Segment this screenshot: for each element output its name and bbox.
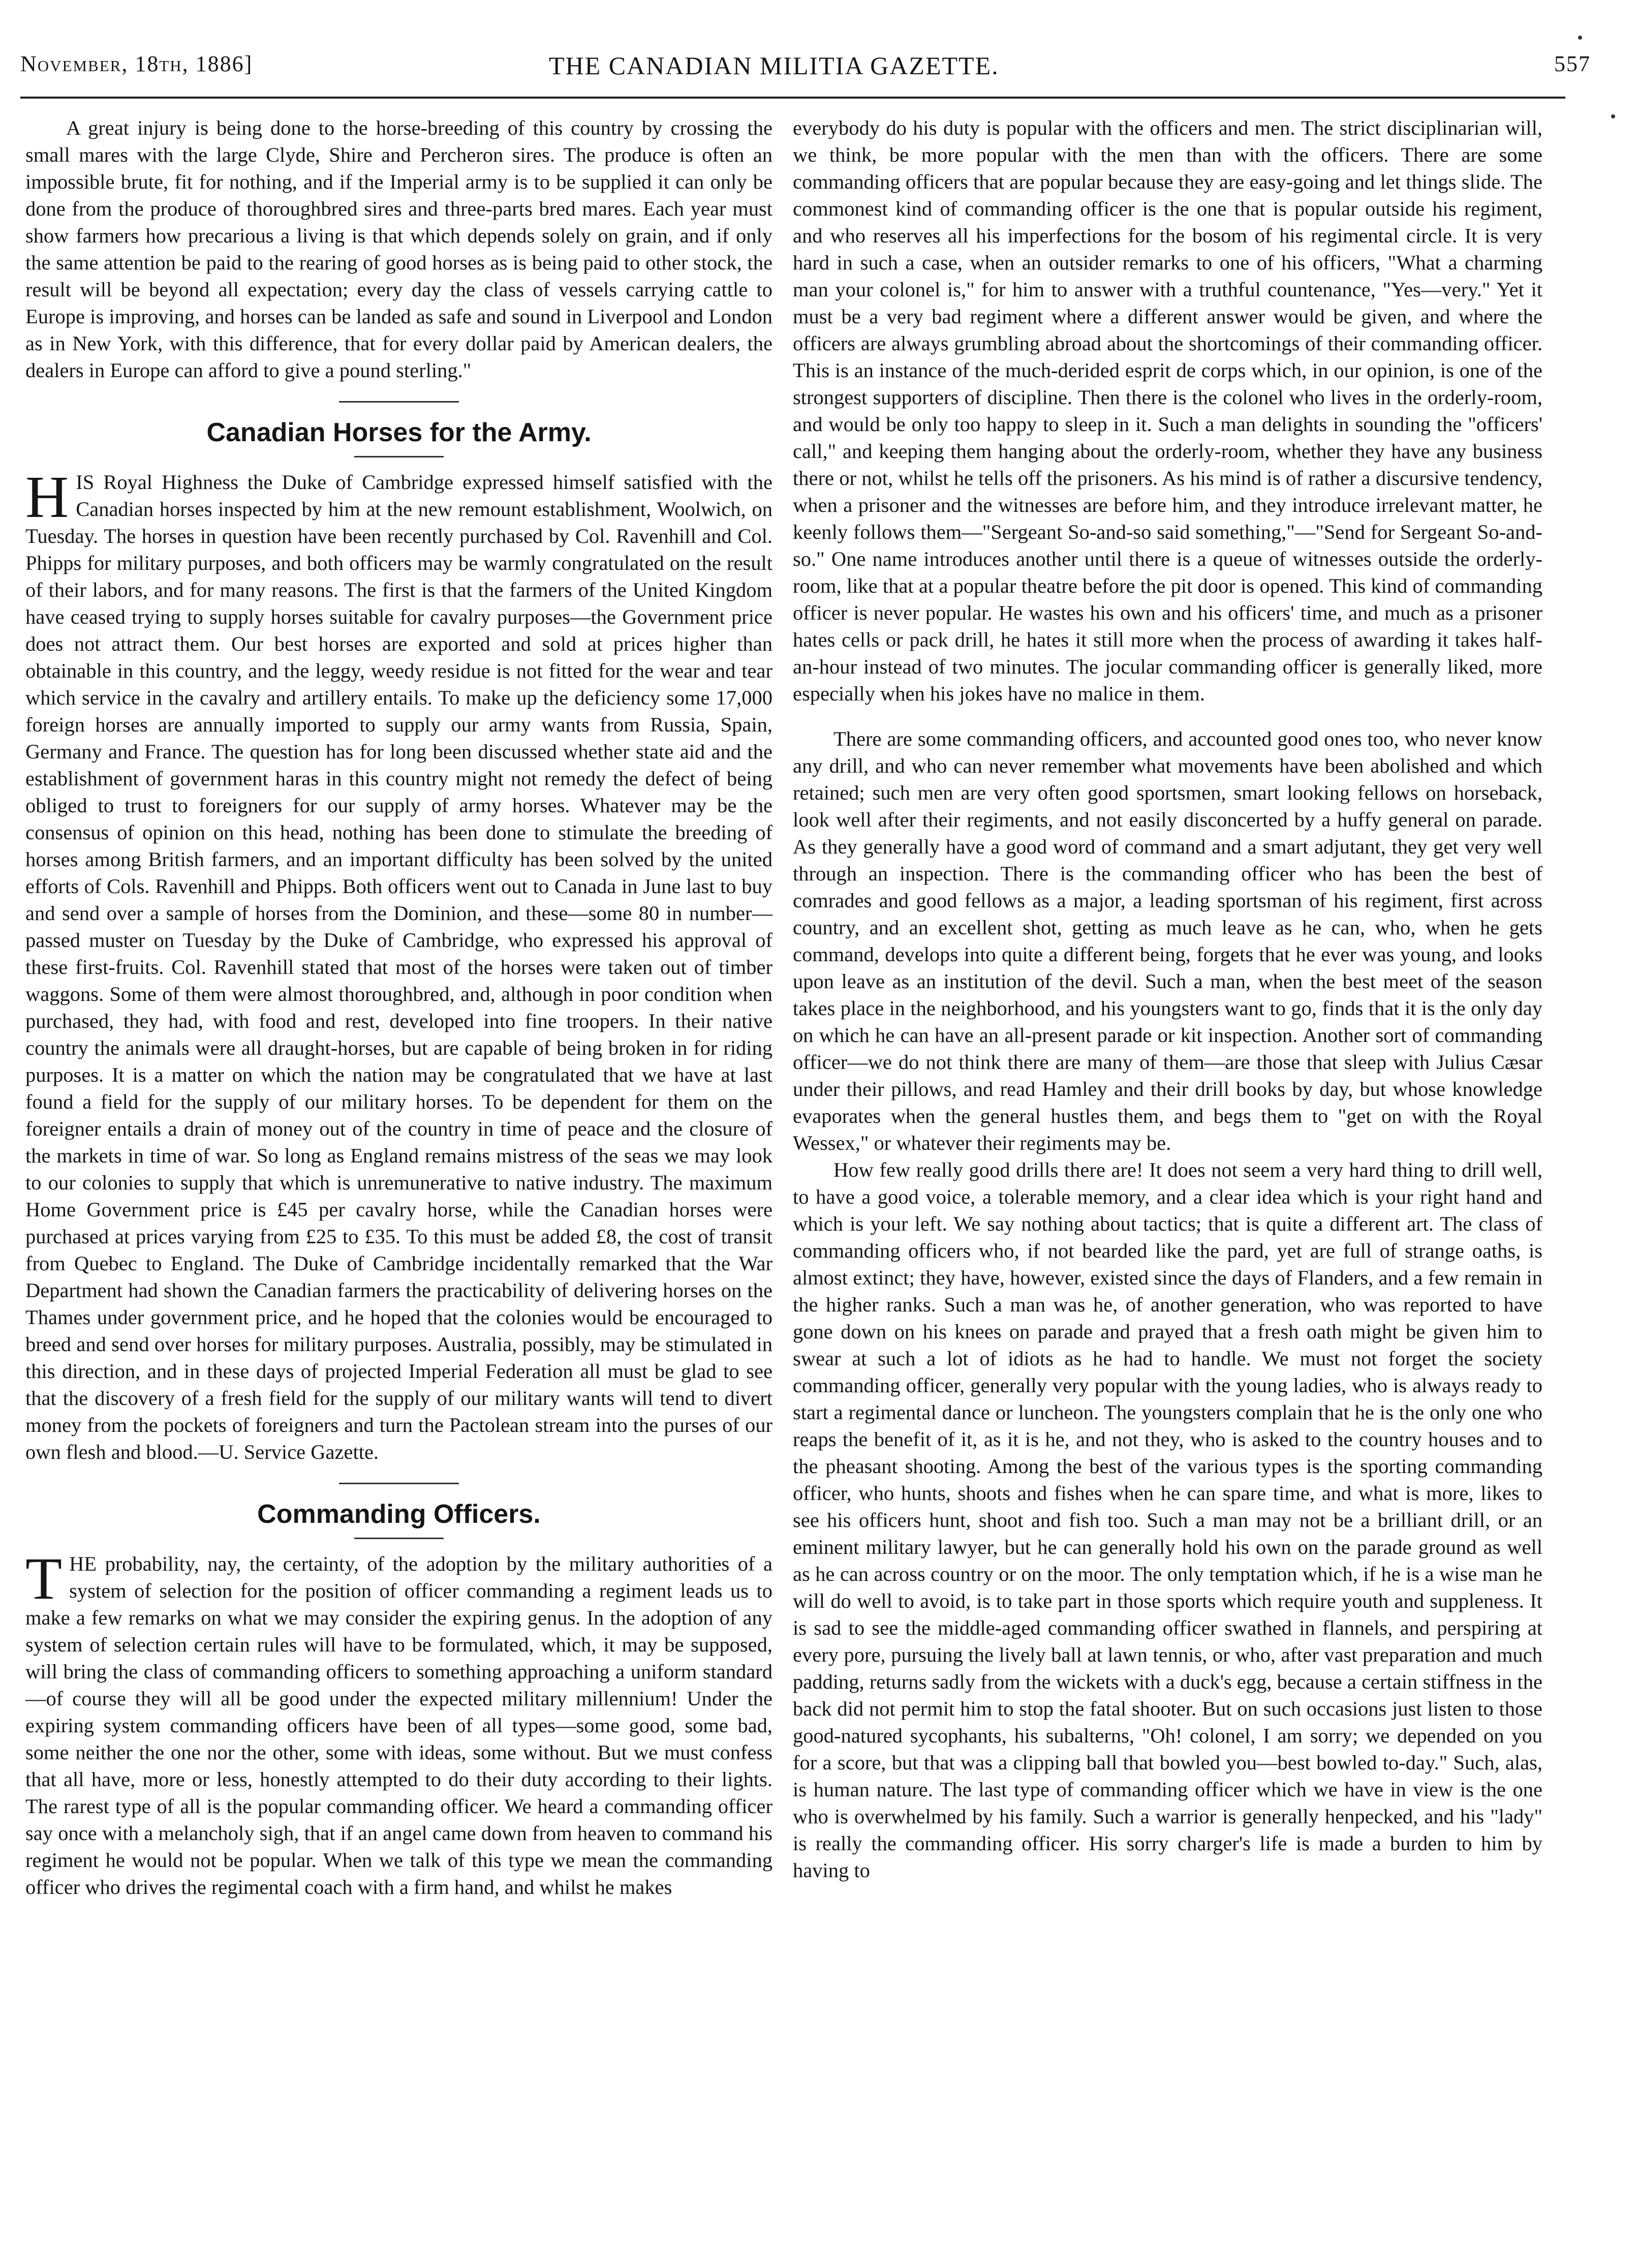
column-right bbox=[793, 114, 1542, 1884]
paragraph-gap bbox=[793, 707, 1542, 725]
intro-paragraph: A great injury is being done to the horse-breeding of this country by crossing the small mares with the large Clyde, Shire and Percheron sires. The produce is often an impossible brute, fit for nothing, and if the Imperial army is to be supplied it can only be done from the produce of thoroughbred sires and three-parts bred mares. Each year must show farmers how precarious a living is that which depends solely on grain, and if only the same attention be paid to the rearing of good horses as is being paid to other stock, the result will be beyond all expectation; every day the class of vessels carrying cattle to Europe is improving, and horses can be landed as safe and sound in Liverpool and London as in New York, with this difference, that for every dollar paid by American dealers, the dealers in Europe can afford to give a pound sterling." bbox=[25, 116, 772, 382]
horses-article bbox=[25, 464, 772, 1465]
heading-commanding-officers: Commanding Officers. bbox=[25, 1501, 772, 1528]
officers-paragraph-2: There are some commanding officers, and accounted good ones too, who never know any drill, and who can never remember what movements have been abolished and which retained; such men are very often good sportsmen, smart looking fellows on horseback, look well after their regiments, and not easily disconcerted by a huffy general on parade. As they generally have a good word of command and a smart adjutant, they get very well through an inspection. There is the commanding officer who has been the best of comrades and good fellows as a major, a leading sportsman of his regiment, first across country, and an excellent shot, getting as much leave as he can, who, when he gets command, develops into quite a different being, forgets that he ever was young, and looks upon leave as an institution of the devil. Such a man, when the best meet of the season takes place in the neighborhood, and his youngsters want to go, finds that it is the only day on which he can have an all-present parade or kit inspection. Another sort of commanding officer—we do not think there are many of them—are those that sleep with Julius Cæsar under their pillows, and read Hamley and their drill books by day, but whose knowledge evaporates when the general hustles them, and begs them to "get on with the Royal Wessex," or whatever their regiments may be. bbox=[793, 727, 1542, 1154]
heading-canadian-horses: Canadian Horses for the Army. bbox=[25, 419, 772, 446]
drop-cap: H bbox=[25, 464, 69, 530]
officers-paragraph-3: How few really good drills there are! It does not seem a very hard thing to drill well, to have a good voice, a tolerable memory, and a clear idea which is your right hand and which is your left. We say nothing about tactics; that is quite a different art. The class of commanding officers who, if not bearded like the pard, yet are full of strange oaths, is almost extinct; they have, however, existed since the days of Flanders, and a few remain in the higher ranks. Such a man was he, of another generation, who was reported to have gone down on his knees on parade and prayed that a fresh oath might be given him to swear at such a lot of idiots as he had to handle. We must not forget the society commanding officer, generally very popular with the young ladies, who is always ready to start a regimental dance or luncheon. The youngsters complain that he is the only one who reaps the benefit of it, as it is he, and not they, who is asked to the country houses and to the pheasant shooting. Among the best of the various types is the sporting commanding officer, who hunts, shoots and fishes when he can spare time, and what is more, likes to see his officers hunt, shoot and fish too. Such a man may not be a brilliant drill, or an eminent military lawyer, but he can generally hold his own on the parade ground as well as he can across country or on the moor. The only temptation which, if he is a wise man he will do well to avoid, is to take part in those sports which require youth and suppleness. It is sad to see the middle-aged commanding officer swathed in flannels, and perspiring at every pore, pursuing the lively ball at lawn tennis, or who, after vast preparation and much padding, returns sadly from the wickets with a duck's egg, because a certain stiffness in the back did not permit him to stop the fatal shooter. But on such occasions just listen to those good-natured sycophants, his subalterns, "Oh! colonel, I am sorry; we depended on you for a score, but that was a clipping ball that bowled you—best bowled to-day." Such, alas, is human nature. The last type of commanding officer which we have in view is the one who is overwhelmed by his family. Such a warrior is generally henpecked, and his "lady" is really the commanding officer. His sorry charger's life is made a burden to him by having to bbox=[793, 1158, 1542, 1882]
drop-cap: T bbox=[25, 1545, 63, 1612]
header-title: THE CANADIAN MILITIA GAZETTE. bbox=[549, 51, 999, 80]
print-speck bbox=[1578, 36, 1582, 40]
officers-article-text: HE probability, nay, the certainty, of the adoption by the military authorities of a system of selection for the position of officer commanding a regiment leads us to make a few remarks on what we may consider the expiring genus. In the adoption of any system of selection certain rules will have to be formulated, which, it may be supposed, will bring the class of commanding officers to something approaching a uniform standard—of course they will all be good under the expected military millennium! Under the expiring system commanding officers have been of all types—some good, some bad, some neither the one nor the other, some with ideas, some without. But we must confess that all have, more or less, honestly attempted to do their duty according to their lights. The rarest type of all is the popular commanding officer. We heard a commanding officer say once with a melancholy sigh, that if an angel came down from heaven to command his regiment he would not be popular. When we talk of this type we mean the commanding officer who drives the regimental coach with a firm hand, and whilst he makes bbox=[25, 1552, 772, 1898]
header-date: November, 18th, 1886] bbox=[20, 51, 253, 76]
header-page-number: 557 bbox=[1554, 51, 1591, 76]
horses-article-text: IS Royal Highness the Duke of Cambridge expressed himself satisfied with the Canadian horses inspected by him at the new remount establishment, Woolwich, on Tuesday. The horses in question have been recently purchased by Col. Ravenhill and Col. Phipps for military purposes, and both officers may be warmly congratulated on the result of their labors, and for many reasons. The first is that the farmers of the United Kingdom have ceased trying to supply horses suitable for cavalry purposes—the Government price does not attract them. Our best horses are exported and sold at prices higher than obtainable in this country, and the leggy, weedy residue is not fitted for the wear and tear which service in the cavalry and artillery entails. To make up the deficiency some 17,000 foreign horses are annually imported to supply our army wants from Russia, Spain, Germany and France. The question has for long been discussed whether state aid and the establishment of government haras in this country might not remedy the defect of being obliged to trust to foreigners for our supply of army horses. Whatever may be the consensus of opinion on this head, nothing has been done to stimulate the breeding of horses among British farmers, and an important difficulty has been solved by the united efforts of Cols. Ravenhill and Phipps. Both officers went out to Canada in June last to buy and send over a sample of horses from the Dominion, and these—some 80 in number—passed muster on Tuesday by the Duke of Cambridge, who expressed his approval of these first-fruits. Col. Ravenhill stated that most of the horses were taken out of timber waggons. Some of them were almost thoroughbred, and, although in poor condition when purchased, they had, with food and rest, developed into fine troopers. In their native country the animals were all draught-horses, but are capable of being broken in for riding purposes. It is a matter on which the nation may be congratulated that we have at last found a field for the supply of our military horses. To be dependent for them on the foreigner entails a drain of money out of the country in time of peace and the closure of the markets in time of war. So long as England remains mistress of the seas we may look to our colonies to supply that which is unremunerative to native industry. The maximum Home Government price is £45 per cavalry horse, while the Canadian horses were purchased at prices varying from £25 to £35. To this must be added £8, the cost of transit from Quebec to England. The Duke of Cambridge incidentally remarked that the War Department had shown the Canadian farmers the practicability of delivering horses on the Thames under government price, and he hoped that the colonies would be encouraged to breed and send over horses for military purposes. Australia, possibly, may be stimulated in this direction, and in these days of projected Imperial Federation all must be glad to see that the discovery of a fresh field for the supply of our military wants will tend to divert money from the pockets of foreigners and turn the Pactolean stream into the purses of our own flesh and blood.—U. Service Gazette. bbox=[25, 471, 772, 1463]
header-rule bbox=[20, 97, 1565, 99]
column-left bbox=[25, 114, 772, 1901]
officers-continued-paragraph: everybody do his duty is popular with the officers and men. The strict disciplinarian will, we think, be more popular with the men than with the officers. There are some commanding officers that are popular because they are easy-going and let things slide. The commonest kind of commanding officer is the one that is popular outside his regiment, and who reserves all his imperfections for the bosom of his regimental circle. It is very hard in such a case, when an outsider remarks to one of his officers, "What a charming man your colonel is," for him to answer with a truthful countenance, "Yes—very." Yet it must be a very bad regiment where a different answer would be given, and where the officers are always grumbling abroad about the shortcomings of their commanding officer. This is an instance of the much-derided esprit de corps which, in our opinion, is one of the strongest supporters of discipline. Then there is the colonel who lives in the orderly-room, and would be only too happy to sleep in it. Such a man delights in sounding the "officers' call," and keeping them hanging about the orderly-room, whether they have any business there or not, whilst he tells off the prisoners. As his mind is of rather a discursive tendency, when a prisoner and the witnesses are before him, and they introduce irrelevant matter, he keenly follows them—"Sergeant So-and-so said something,"—"Send for Sergeant So-and-so." One name introduces another until there is a queue of witnesses outside the orderly-room, like that at a popular theatre before the pit door is opened. This kind of commanding officer is never popular. He wastes his own and his officers' time, and much as a prisoner hates cells or pack drill, he hates it still more when the process of awarding it takes half-an-hour instead of two minutes. The jocular commanding officer is generally liked, more especially when his jokes have no malice in them. bbox=[793, 116, 1542, 705]
page-header bbox=[20, 51, 1591, 91]
officers-article bbox=[25, 1545, 772, 1901]
print-speck bbox=[1611, 114, 1615, 118]
